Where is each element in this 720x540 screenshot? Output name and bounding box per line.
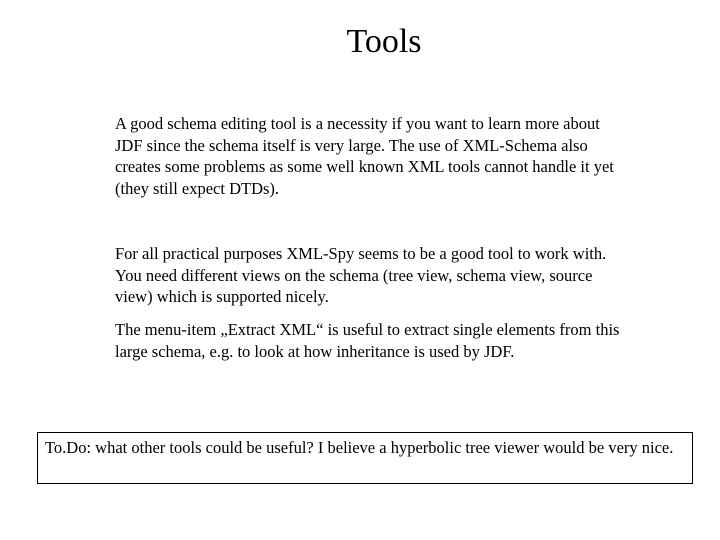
todo-note-box — [37, 432, 693, 484]
slide-title: Tools — [346, 23, 422, 60]
paragraph-schema-tool: A good schema editing tool is a necessity if you want to learn more about JDF since the schema itself is very large. The use of XML-Schema also creates some problems as some well known XML tools cannot handle it yet (they still expect DTDs). — [115, 114, 614, 198]
paragraph-extract-xml: The menu-item „Extract XML“ is useful to extract single elements from this large schema, e.g. to look at how inheritance is used by JDF. — [115, 320, 620, 361]
todo-note-text: To.Do: what other tools could be useful? I believe a hyperbolic tree viewer would be very nice. — [45, 438, 674, 457]
paragraph-xml-spy: For all practical purposes XML-Spy seems to be a good tool to work with. You need different views on the schema (tree view, schema view, source view) which is supported nicely. — [115, 244, 607, 306]
